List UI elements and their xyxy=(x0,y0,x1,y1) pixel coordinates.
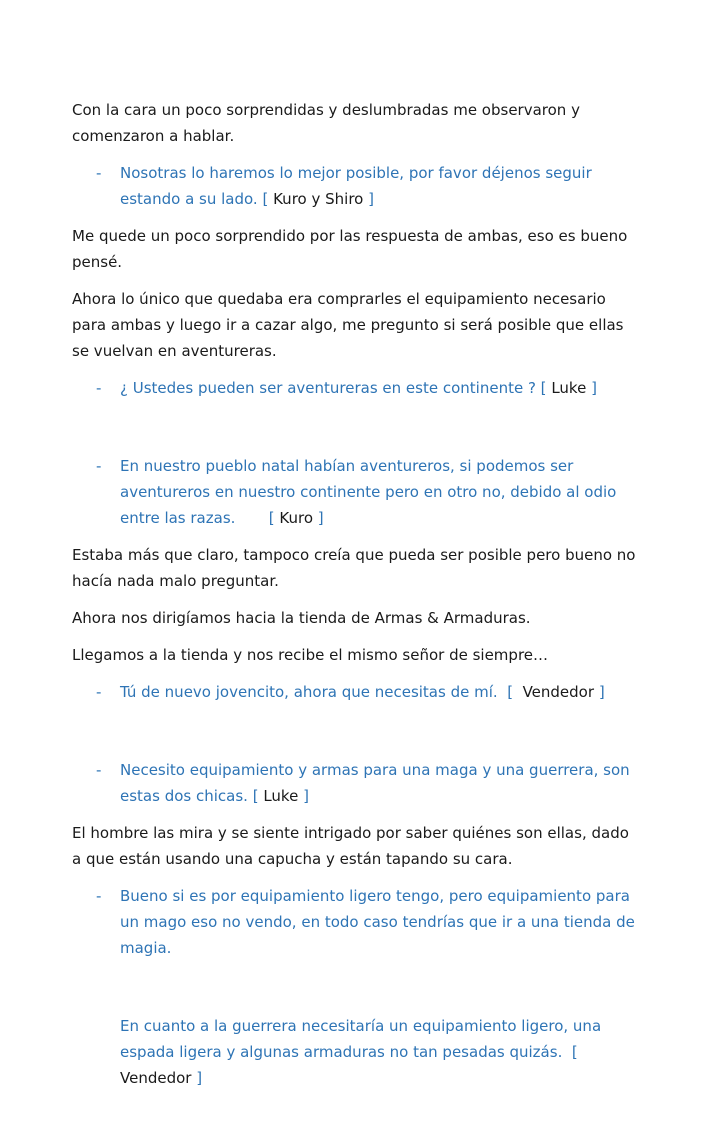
narration-paragraph: El hombre las mira y se siente intrigado por saber quiénes son ellas, dado a que están usando una capucha y están tapando su cara. xyxy=(72,824,629,868)
speaker-name: Luke xyxy=(258,787,304,805)
speaker-bracket-close: ] xyxy=(303,787,309,805)
dialogue-line xyxy=(72,375,637,401)
speaker-name: Kuro xyxy=(274,509,318,527)
speaker-bracket-close: ] xyxy=(591,379,597,397)
narration-paragraph: Llegamos a la tienda y nos recibe el mismo señor de siempre… xyxy=(72,646,549,664)
dialogue-line xyxy=(72,453,637,531)
dialogue-text: En nuestro pueblo natal habían aventureros, si podemos ser aventureros en nuestro continente pero en otro no, debido al odio entre las razas. [ xyxy=(120,457,622,527)
dialogue-line xyxy=(72,883,637,961)
speaker-name: Luke xyxy=(546,379,592,397)
dialogue-dash: - xyxy=(96,379,102,397)
narration-paragraph: Me quede un poco sorprendido por las respuesta de ambas, eso es bueno pensé. xyxy=(72,227,628,271)
document-page xyxy=(72,97,637,1102)
dialogue-continuation xyxy=(72,1013,637,1091)
narration-paragraph: Con la cara un poco sorprendidas y deslumbradas me observaron y comenzaron a hablar. xyxy=(72,101,580,145)
dialogue-line xyxy=(72,757,637,809)
speaker-bracket-close: ] xyxy=(368,190,374,208)
dialogue-dash: - xyxy=(96,887,102,905)
speaker-bracket-close: ] xyxy=(598,683,605,701)
speaker-name: Vendedor xyxy=(513,683,599,701)
dialogue-text: Necesito equipamiento y armas para una maga y una guerrera, son estas dos chicas. [ xyxy=(120,761,630,805)
dialogue-text: Nosotras lo haremos lo mejor posible, por favor déjenos seguir estando a su lado. [ xyxy=(120,164,592,208)
speaker-name: Kuro y Shiro xyxy=(268,190,369,208)
dialogue-dash: - xyxy=(96,761,102,779)
dialogue-text: ¿ Ustedes pueden ser aventureras en este continente ? [ xyxy=(120,379,547,397)
dialogue-dash: - xyxy=(96,457,102,475)
dialogue-dash: - xyxy=(96,683,102,701)
narration-paragraph: Estaba más que claro, tampoco creía que pueda ser posible pero bueno no hacía nada malo preguntar. xyxy=(72,546,636,590)
speaker-name: Vendedor xyxy=(120,1043,588,1087)
dialogue-text: En cuanto a la guerrera necesitaría un equipamiento ligero, una espada ligera y algunas armaduras no tan pesadas quizás. [ xyxy=(120,1017,606,1061)
blank-line xyxy=(72,716,637,757)
narration-paragraph: Ahora nos dirigíamos hacia la tienda de Armas & Armaduras. xyxy=(72,609,531,627)
dialogue-line xyxy=(72,160,637,212)
blank-line xyxy=(72,972,637,1013)
speaker-bracket-close: ] xyxy=(196,1069,203,1087)
dialogue-line xyxy=(72,679,637,705)
narration-paragraph: Ahora lo único que quedaba era comprarles el equipamiento necesario para ambas y luego ir a cazar algo, me pregunto si será posible que ellas se vuelvan en aventureras. xyxy=(72,290,624,360)
dialogue-text: Bueno si es por equipamiento ligero tengo, pero equipamiento para un mago eso no vendo, en todo caso tendrías que ir a una tienda de magia. xyxy=(120,887,635,957)
dialogue-text: Tú de nuevo jovencito, ahora que necesitas de mí. [ xyxy=(120,683,514,701)
speaker-bracket-close: ] xyxy=(317,509,324,527)
dialogue-dash: - xyxy=(96,164,102,182)
blank-line xyxy=(72,412,637,453)
